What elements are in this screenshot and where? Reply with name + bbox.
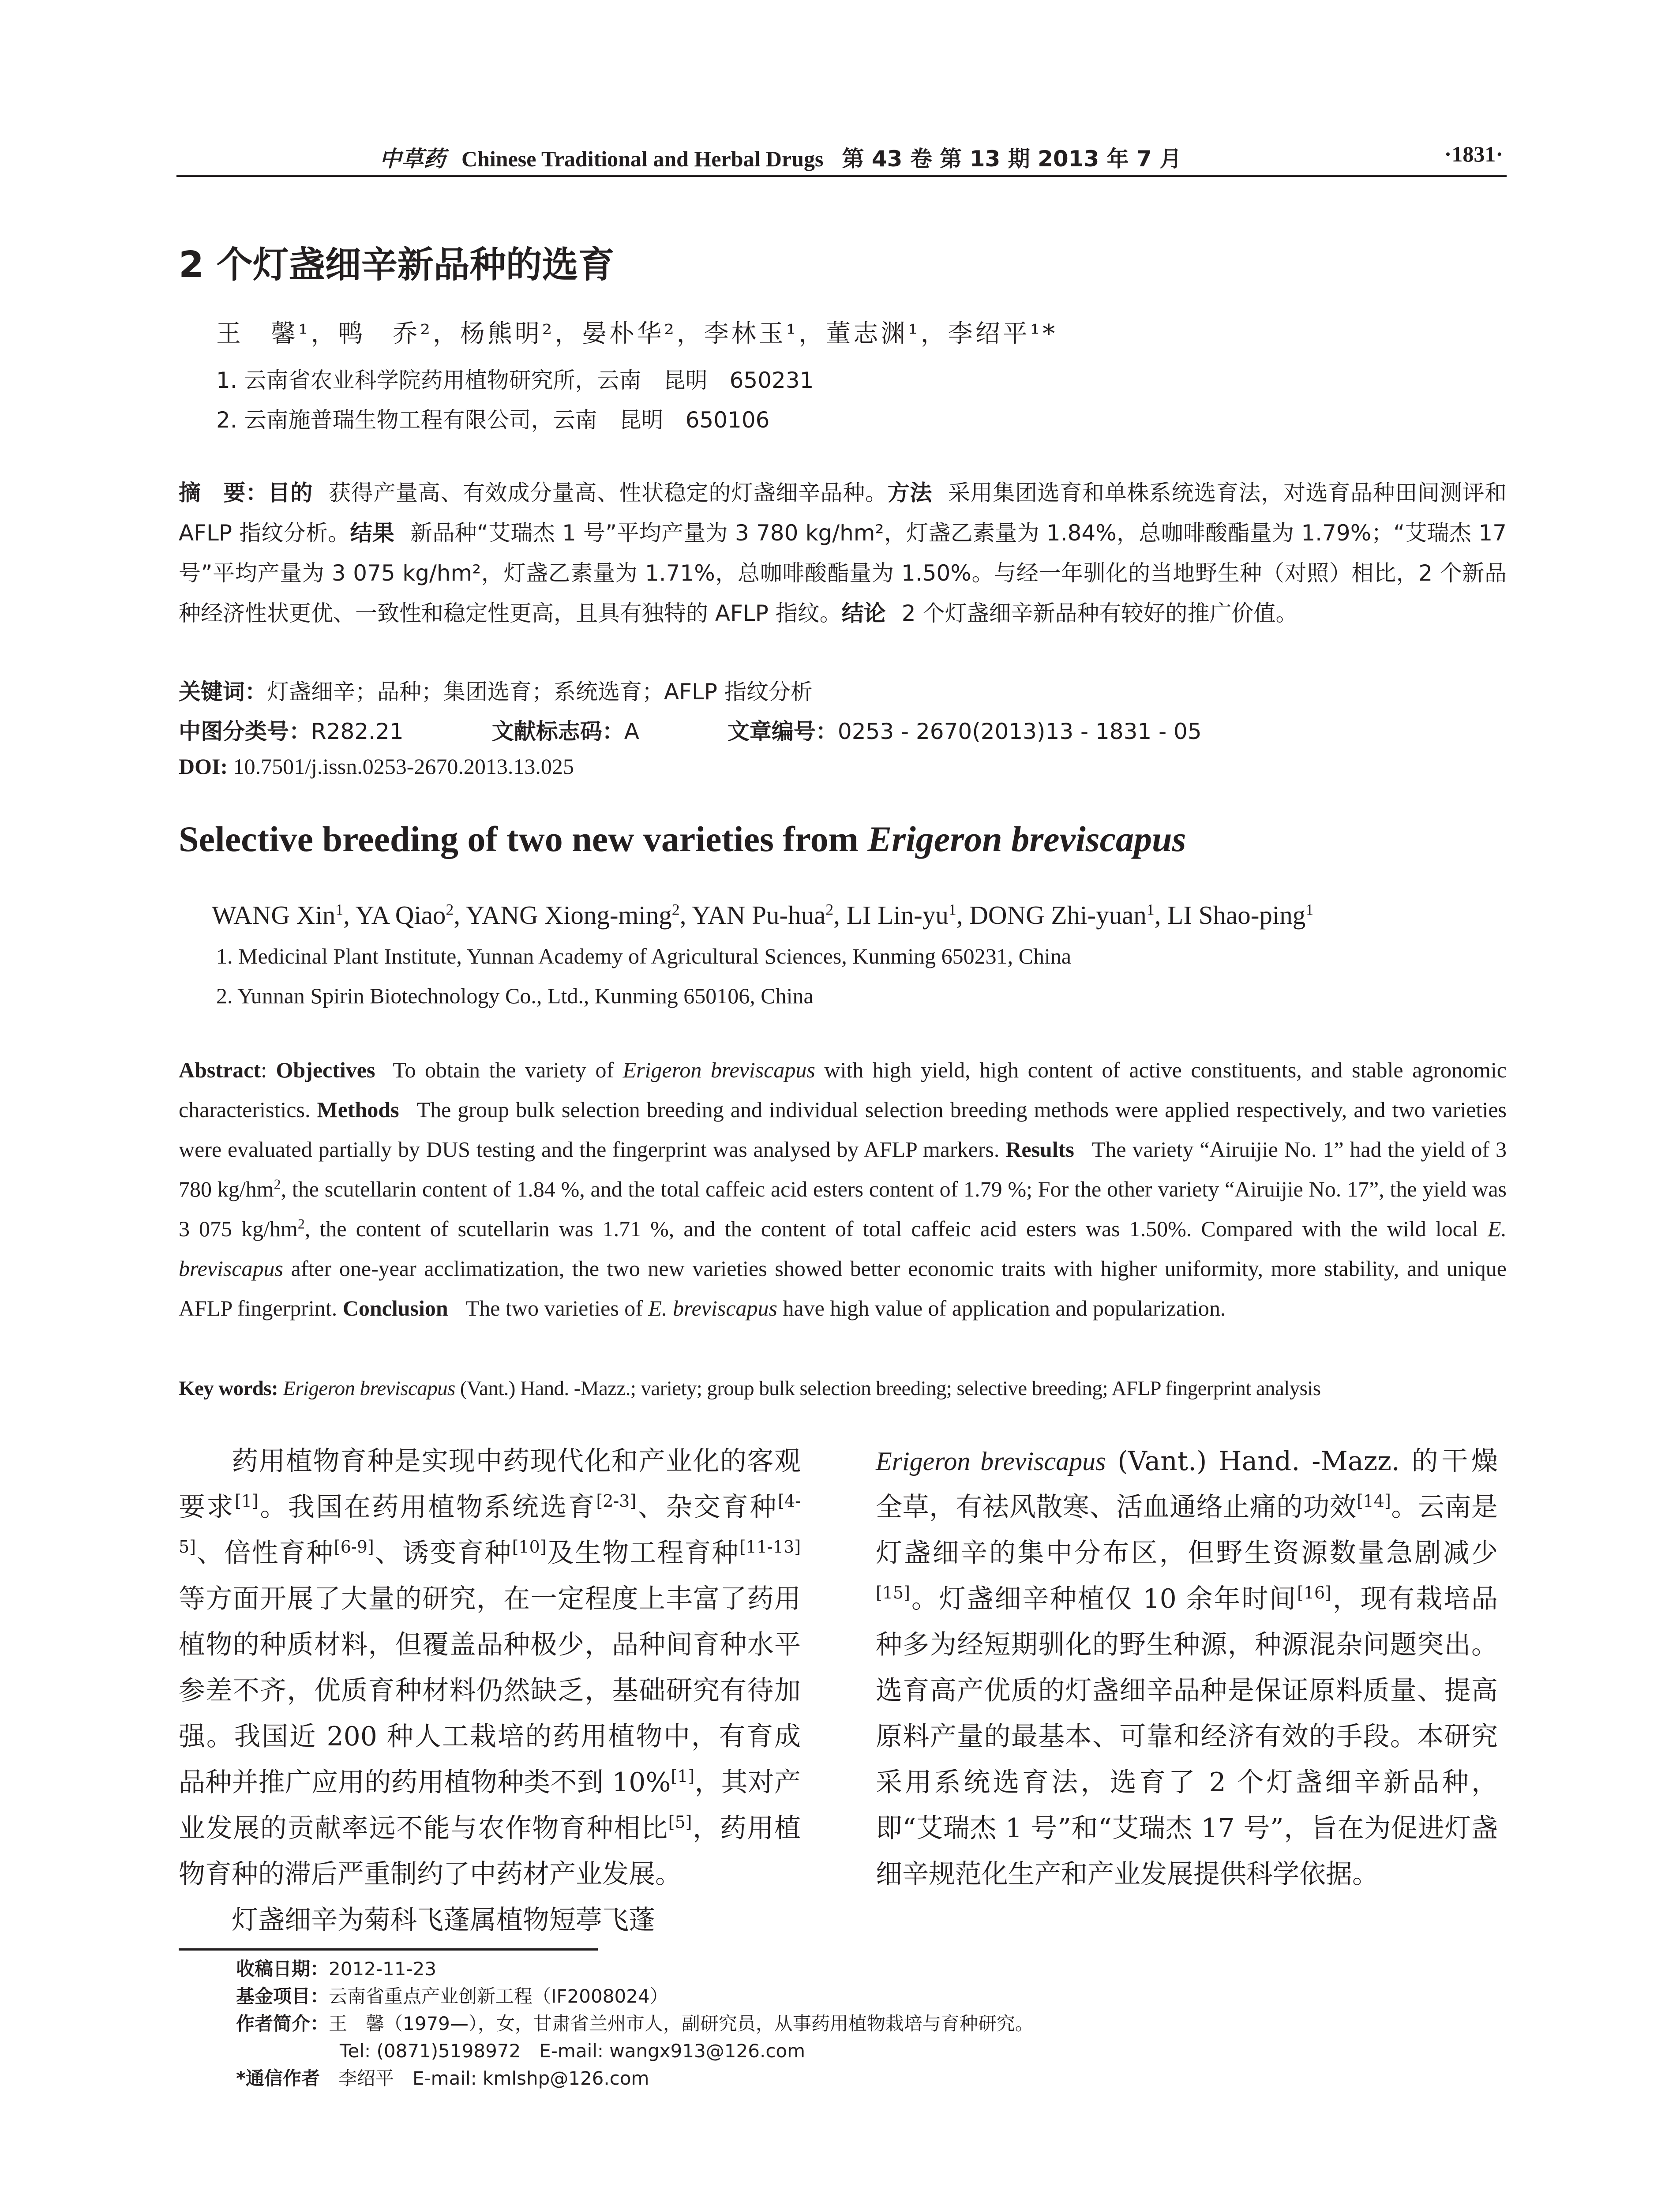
- abstract-en-conclusion-a: The two varieties of: [465, 1296, 649, 1321]
- classification-line: [179, 714, 1202, 746]
- title-cn: 2 个灯盏细辛新品种的选育: [179, 244, 615, 286]
- abstract-cn-conclusion: 2 个灯盏细辛新品种有较好的推广价值。: [901, 600, 1298, 626]
- keywords-en: [179, 1377, 1507, 1400]
- abstract-en-objectives-label: Objectives: [276, 1058, 375, 1082]
- keywords-cn-label: 关键词：: [179, 679, 267, 705]
- affiliation-en-2: 2. Yunnan Spirin Biotechnology Co., Ltd., Kunming 650106, China: [216, 983, 814, 1008]
- affiliation-cn-2: 2. 云南施普瑞生物工程有限公司，云南 昆明 650106: [216, 407, 770, 433]
- author-en-5: LI Lin-$yu^1$,: [846, 900, 970, 930]
- author-en-7: LI Shao-ping$^1$: [1167, 900, 1314, 930]
- footnote-received: 收稿日期：2012-11-23: [236, 1958, 437, 1980]
- abstract-en-results-d: after one-year acclimatization, the two new varieties showed better economic traits with higher uniformity, more stability, and unique AFLP fingerprint.: [179, 1256, 1507, 1321]
- body-paragraph-2-start: 灯盏细辛为菊科飞蓬属植物短葶飞蓬: [232, 1905, 655, 1936]
- keywords-en-italic: Erigeron breviscapus: [283, 1377, 455, 1400]
- keywords-cn: [179, 674, 813, 706]
- citation: [14]: [1356, 1491, 1391, 1511]
- abstract-cn-methods: 采用集团选育和单株系统选育法，对选育品种田间测评和 AFLP 指纹分析。: [179, 480, 1507, 546]
- citation: [11-13]: [739, 1537, 801, 1557]
- citation: [6-9]: [334, 1537, 374, 1557]
- abstract-cn-label: 摘 要：目的: [179, 480, 313, 506]
- abstract-en-objectives-a: To obtain the variety of: [393, 1058, 623, 1082]
- citation: [5]: [668, 1812, 692, 1832]
- abstract-en-results-a: The variety “Airuijie No. 1” had the yield of 3 780 kg/hm: [179, 1137, 1507, 1201]
- abstract-en-conclusion-b: have high value of application and popularization.: [777, 1296, 1226, 1321]
- abstract-en-objectives-italic: Erigeron breviscapus: [622, 1058, 815, 1082]
- running-header: [176, 140, 1507, 177]
- abstract-en-results-c: , the content of scutellarin was 1.71 %, and the content of total caffeic acid esters was 1.50%. Compared with the wild local: [304, 1216, 1488, 1241]
- abstract-en-methods: The group bulk selection breeding and individual selection breeding methods were applied respectively, and two varieties were evaluated partially by DUS testing and the fingerprint was analysed by AFLP markers.: [179, 1097, 1507, 1162]
- affiliation-en-1: 1. Medicinal Plant Institute, Yunnan Academy of Agricultural Sciences, Kunming 650231, China: [216, 944, 1072, 968]
- citation: [1]: [235, 1491, 259, 1511]
- clc-label: 中图分类号：: [179, 719, 311, 744]
- journal-name-cn: 中草药: [379, 146, 446, 172]
- abstract-en-results-b: , the scutellarin content of 1.84 %, and the total caffeic acid esters content of 1.79 %; For the other variety “Airuijie No. 17”, the yield was 3 075 kg/hm: [179, 1177, 1507, 1241]
- body-column-left: [179, 1438, 801, 1943]
- clc-value: R282.21: [311, 719, 404, 744]
- doi-label: DOI:: [179, 754, 228, 779]
- footnote-divider: [179, 1948, 598, 1951]
- title-en-italic: Erigeron breviscapus: [867, 819, 1186, 859]
- author-en-1: WANG Xin$^1$,: [212, 900, 356, 930]
- authors-cn: 王 馨¹，鸭 乔²，杨熊明²，晏朴华²，李林玉¹，董志渊¹，李绍平¹*: [216, 319, 1058, 348]
- body-paragraph-1: 药用植物育种是实现中药现代化和产业化的客观要求[1]。我国在药用植物系统选育[2-3]、杂交育种[4-5]、倍性育种[6-9]、诱变育种[10]及生物工程育种[11-13]等方面开展了大量的研究，在一定程度上丰富了药用植物的种质材料，但覆盖品种极少，品种间育种水平参差不齐，优质育种材料仍然缺乏，基础研究有待加强。我国近 200 种人工栽培的药用植物中，有育成品种并推广应用的药用植物种类不到 10%[1]，其对产业发展的贡献率远不能与农作物育种相比[5]，药用植物育种的滞后严重制约了中药材产业发展。: [179, 1446, 801, 1890]
- body-paragraph-2-continued: Erigeron breviscapus (Vant.) Hand. -Mazz. 的干燥全草，有祛风散寒、活血通络止痛的功效[14]。云南是灯盏细辛的集中分布区，但野生资源数量急剧减少[15]。灯盏细辛种植仅 10 余年时间[16]，现有栽培品种多为经短期驯化的野生种源，种源混杂问题突出。选育高产优质的灯盏细辛品种是保证原料质量、提高原料产量的最基本、可靠和经济有效的手段。本研究采用系统选育法，选育了 2 个灯盏细辛新品种，即“艾瑞杰 1 号”和“艾瑞杰 17 号”，旨在为促进灯盏细辛规范化生产和产业发展提供科学依据。: [876, 1446, 1498, 1890]
- abstract-cn-objective: 获得产量高、有效成分量高、性状稳定的灯盏细辛品种。: [329, 480, 888, 506]
- doc-code-value: A: [624, 719, 639, 744]
- title-en: [179, 818, 1186, 860]
- footnote-author-contact: Tel: (0871)5198972 E-mail: wangx913@126.com: [340, 2040, 806, 2062]
- footnote-corresponding: *通信作者 李绍平 E-mail: kmlshp@126.com: [236, 2067, 649, 2089]
- issue-info: 第 43 卷 第 13 期 2013 年 7 月: [842, 146, 1182, 172]
- journal-name-en: Chinese Traditional and Herbal Drugs: [461, 146, 824, 171]
- authors-en: [212, 900, 1313, 930]
- abstract-en-methods-label: Methods: [317, 1097, 399, 1122]
- abstract-en-objectives-b: with high yield, high content of active constituents, and stable agronomic characteristics.: [179, 1058, 1507, 1122]
- abstract-en-results-italic: E. breviscapus: [179, 1216, 1507, 1281]
- citation: [4-5]: [179, 1491, 801, 1557]
- article-id-label: 文章编号：: [727, 719, 838, 744]
- body-column-right: [876, 1438, 1498, 1897]
- author-en-2: YA Qiao$^2$,: [355, 900, 466, 930]
- doc-code-label: 文献标志码：: [491, 719, 624, 744]
- title-en-plain: Selective breeding of two new varieties from: [179, 819, 868, 859]
- abstract-en-conclusion-label: Conclusion: [342, 1296, 448, 1321]
- author-en-6: DONG Zhi-yuan$^1$,: [969, 900, 1168, 930]
- citation: [2-3]: [596, 1491, 637, 1511]
- affiliation-cn-1: 1. 云南省农业科学院药用植物研究所，云南 昆明 650231: [216, 368, 814, 393]
- article-id-value: 0253 - 2670(2013)13 - 1831 - 05: [837, 719, 1202, 744]
- footnote-fund: 基金项目：云南省重点产业创新工程（IF2008024）: [236, 1985, 668, 2007]
- abstract-en-results-label: Results: [1005, 1137, 1074, 1162]
- footnotes: [236, 1955, 1034, 2092]
- citation: [15]: [876, 1583, 911, 1602]
- abstract-en-label: Abstract: [179, 1058, 261, 1082]
- keywords-en-text: (Vant.) Hand. -Mazz.; variety; group bulk selection breeding; selective breeding; AFLP fingerprint analysis: [455, 1377, 1321, 1400]
- citation: [16]: [1297, 1583, 1332, 1602]
- citation: [1]: [671, 1767, 695, 1786]
- author-en-3: YANG Xiong-ming$^2$,: [465, 900, 692, 930]
- doi-line: [179, 754, 574, 779]
- abstract-cn-methods-label: 方法: [887, 480, 933, 506]
- keywords-en-label: Key words:: [179, 1377, 278, 1400]
- abstract-en: Abstract: Objectives To obtain the variety of Erigeron breviscapus with high yield, high content of active constituents, and stable agronomic characteristics. Methods The group bulk selection breeding and individual selection breeding methods were applied respectively, and two varieties were evaluated partially by DUS testing and the fingerprint was analysed by AFLP markers. Results The variety “Airuijie No. 1” had the yield of 3 780 $kg/hm^2$, the scutellarin content of 1.84 %, and the total caffeic acid esters content of 1.79 %; For the other variety “Airuijie No. 17”, the yield was 3 075 $kg/hm^2$, the content of scutellarin was 1.71 %, and the content of total caffeic acid esters was 1.50%. Compared with the wild local E. breviscapus after one-year acclimatization, the two new varieties showed better economic traits with higher uniformity, more stability, and unique AFLP fingerprint. Conclusion The two varieties of E. breviscapus have high value of application and popularization.: [179, 1058, 1507, 1321]
- keywords-cn-text: 灯盏细辛；品种；集团选育；系统选育；AFLP 指纹分析: [267, 679, 813, 705]
- abstract-cn-conclusion-label: 结论: [841, 600, 886, 626]
- footnote-author-bio: 作者简介：王 馨（1979—），女，甘肃省兰州市人，副研究员，从事药用植物栽培与育种研究。: [236, 2013, 1034, 2034]
- author-en-4: YAN Pu-hua$^2$,: [692, 900, 847, 930]
- citation: [10]: [512, 1537, 547, 1557]
- page-number: ·1831·: [1444, 142, 1503, 166]
- abstract-cn-results: 新品种“艾瑞杰 1 号”平均产量为 3 780 kg/hm²，灯盏乙素量为 1.84%，总咖啡酸酯量为 1.79%；“艾瑞杰 17 号”平均产量为 3 075 kg/hm²，灯盏乙素量为 1.71%，总咖啡酸酯量为 1.50%。与经一年驯化的当地野生种（对照）相比，2 个新品种经济性状更优、一致性和稳定性更高，且具有独特的 AFLP 指纹。: [179, 520, 1507, 626]
- doi-value: 10.7501/j.issn.0253-2670.2013.13.025: [233, 754, 574, 779]
- abstract-cn-results-label: 结果: [350, 520, 395, 546]
- abstract-cn: [179, 473, 1507, 634]
- journal-info: [379, 141, 1181, 173]
- abstract-en-conclusion-italic: E. breviscapus: [648, 1296, 777, 1321]
